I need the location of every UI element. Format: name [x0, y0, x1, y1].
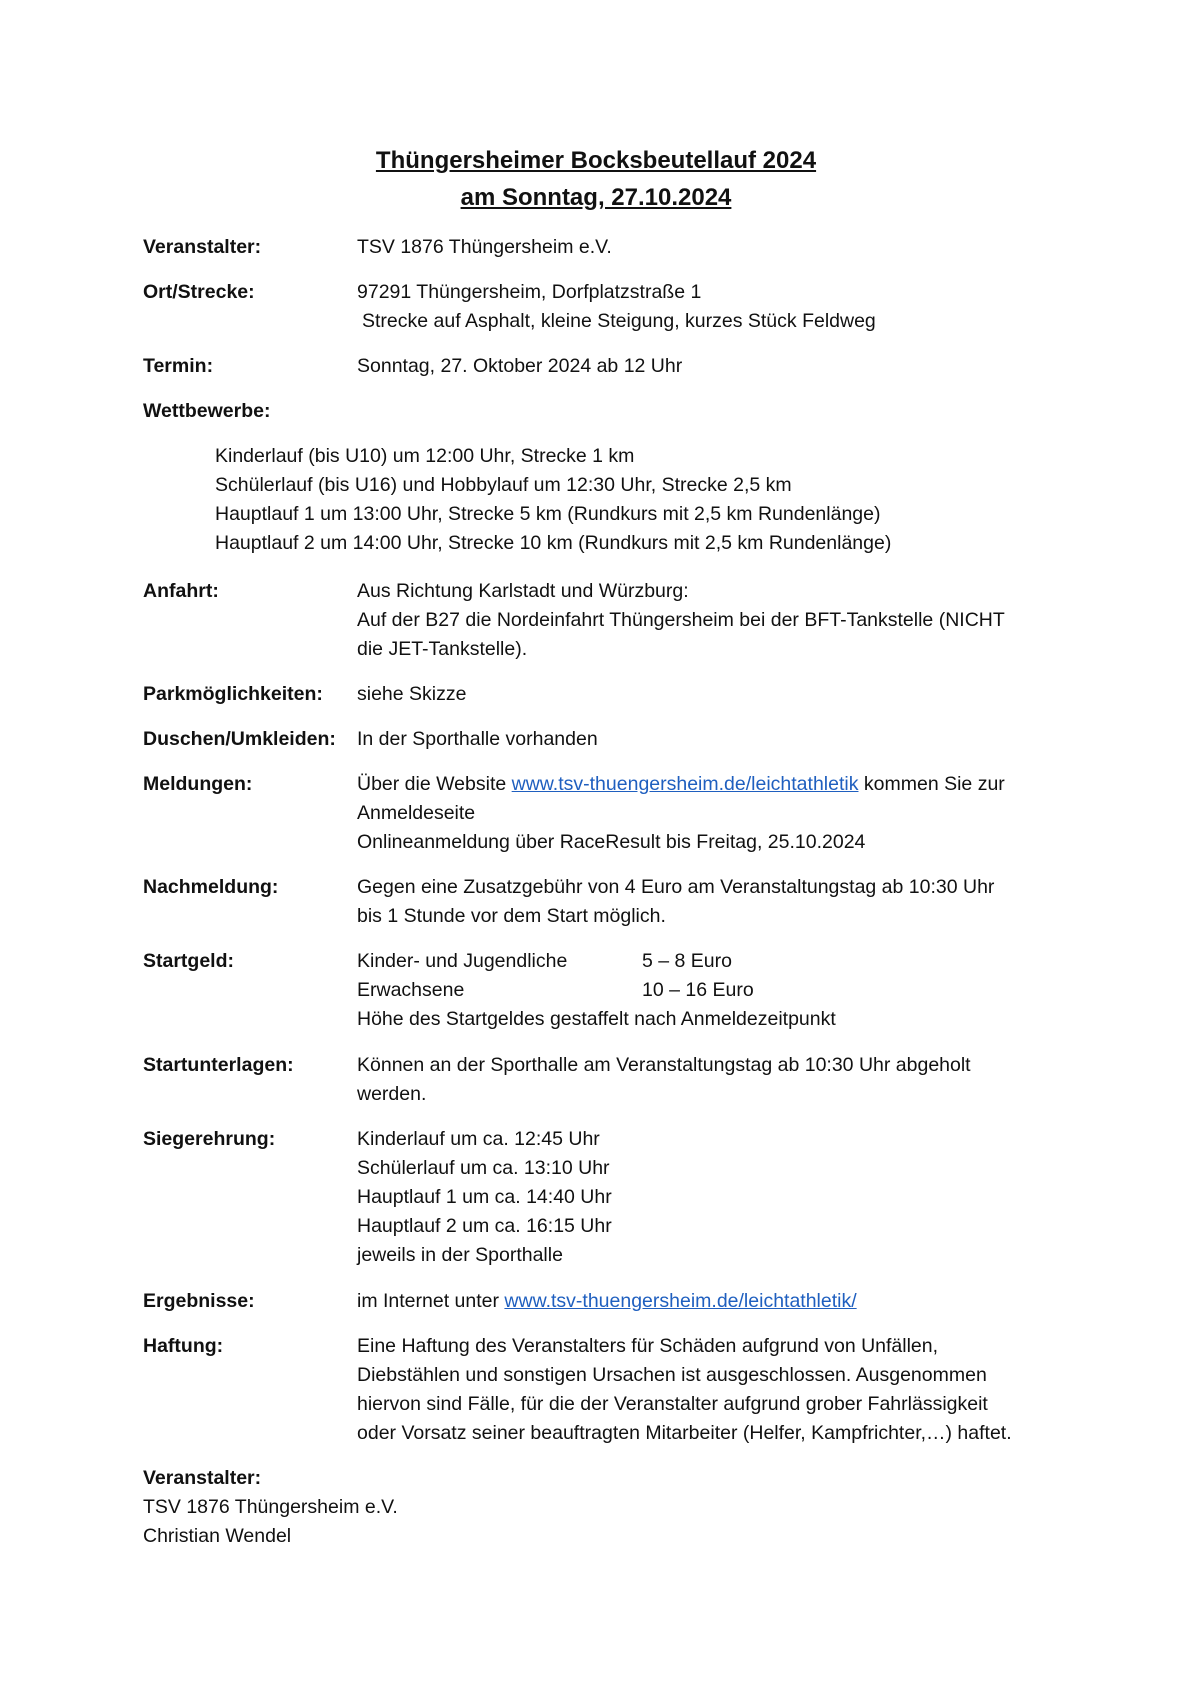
haftung-line: oder Vorsatz seiner beauftragten Mitarbeiter (Helfer, Kampfrichter,…) haftet.	[357, 1422, 1012, 1444]
startgeld-row	[357, 976, 836, 1005]
label-ort-strecke: Ort/Strecke:	[143, 281, 255, 303]
siegerehrung-item: jeweils in der Sporthalle	[357, 1244, 563, 1266]
footer-organizer	[143, 1464, 1063, 1551]
wettbewerb-item: Schülerlauf (bis U16) und Hobbylauf um 12:30 Uhr, Strecke 2,5 km	[215, 474, 792, 496]
meldungen-text: Über die Website	[357, 773, 512, 795]
haftung-line: hiervon sind Fälle, für die der Veranstalter aufgrund grober Fahrlässigkeit	[357, 1393, 988, 1415]
label-haftung: Haftung:	[143, 1335, 224, 1357]
footer-contact-name: Christian Wendel	[143, 1525, 292, 1547]
website-link[interactable]: www.tsv-thuengersheim.de/leichtathletik	[511, 773, 859, 795]
startgeld-note: Höhe des Startgeldes gestaffelt nach Anmeldezeitpunkt	[357, 1008, 836, 1030]
meldungen-text: kommen Sie zur	[858, 773, 1005, 795]
ergebnisse-text: im Internet unter	[357, 1290, 505, 1312]
label-nachmeldung: Nachmeldung:	[143, 876, 279, 898]
value-duschen: In der Sporthalle vorhanden	[357, 728, 598, 750]
footer-org: TSV 1876 Thüngersheim e.V.	[143, 1496, 398, 1518]
siegerehrung-item: Hauptlauf 1 um ca. 14:40 Uhr	[357, 1186, 612, 1208]
label-duschen: Duschen/Umkleiden:	[143, 728, 336, 750]
results-link[interactable]: www.tsv-thuengersheim.de/leichtathletik/	[504, 1290, 857, 1312]
haftung-line: Diebstählen und sonstigen Ursachen ist ausgeschlossen. Ausgenommen	[357, 1364, 987, 1386]
label-veranstalter: Veranstalter:	[143, 236, 262, 258]
wettbewerbe-list	[215, 442, 1075, 558]
value-ort-strecke: Strecke auf Asphalt, kleine Steigung, kurzes Stück Feldweg	[362, 310, 876, 332]
siegerehrung-item: Kinderlauf um ca. 12:45 Uhr	[357, 1128, 600, 1150]
value-anfahrt-line: die JET-Tankstelle).	[357, 638, 528, 660]
value-parken: siehe Skizze	[357, 683, 467, 705]
label-ergebnisse: Ergebnisse:	[143, 1290, 255, 1312]
siegerehrung-item: Hauptlauf 2 um ca. 16:15 Uhr	[357, 1215, 612, 1237]
page-title: Thüngersheimer Bocksbeutellauf 2024	[375, 147, 817, 174]
value-termin: Sonntag, 27. Oktober 2024 ab 12 Uhr	[357, 355, 683, 377]
label-parken: Parkmöglichkeiten:	[143, 683, 323, 705]
startunterlagen-line: Können an der Sporthalle am Veranstaltungstag ab 10:30 Uhr abgeholt	[357, 1054, 971, 1076]
label-startunterlagen: Startunterlagen:	[143, 1054, 294, 1076]
label-termin: Termin:	[143, 355, 214, 377]
meldungen-line: Anmeldeseite	[357, 802, 476, 824]
startgeld-price: 5 – 8 Euro	[642, 950, 732, 972]
startgeld-group: Kinder- und Jugendliche	[357, 950, 568, 972]
startgeld-group: Erwachsene	[357, 979, 465, 1001]
label-meldungen: Meldungen:	[143, 773, 253, 795]
wettbewerb-item: Kinderlauf (bis U10) um 12:00 Uhr, Strecke 1 km	[215, 445, 635, 467]
nachmeldung-line: Gegen eine Zusatzgebühr von 4 Euro am Veranstaltungstag ab 10:30 Uhr	[357, 876, 995, 898]
value-ort-address: 97291 Thüngersheim, Dorfplatzstraße 1	[357, 281, 702, 303]
label-startgeld: Startgeld:	[143, 950, 235, 972]
value-veranstalter: TSV 1876 Thüngersheim e.V.	[357, 236, 612, 258]
value-anfahrt-line: Auf der B27 die Nordeinfahrt Thüngersheim bei der BFT-Tankstelle (NICHT	[357, 609, 1005, 631]
siegerehrung-item: Schülerlauf um ca. 13:10 Uhr	[357, 1157, 610, 1179]
startunterlagen-line: werden.	[357, 1083, 427, 1105]
wettbewerb-item: Hauptlauf 1 um 13:00 Uhr, Strecke 5 km (Rundkurs mit 2,5 km Rundenlänge)	[215, 503, 881, 525]
haftung-line: Eine Haftung des Veranstalters für Schäden aufgrund von Unfällen,	[357, 1335, 939, 1357]
meldungen-line: Onlineanmeldung über RaceResult bis Freitag, 25.10.2024	[357, 831, 866, 853]
page-subtitle-date: am Sonntag, 27.10.2024	[460, 184, 732, 211]
nachmeldung-line: bis 1 Stunde vor dem Start möglich.	[357, 905, 666, 927]
label-siegerehrung: Siegerehrung:	[143, 1128, 276, 1150]
wettbewerb-item: Hauptlauf 2 um 14:00 Uhr, Strecke 10 km (Rundkurs mit 2,5 km Rundenlänge)	[215, 532, 892, 554]
label-anfahrt: Anfahrt:	[143, 580, 219, 602]
footer-label: Veranstalter:	[143, 1467, 262, 1489]
startgeld-row	[357, 947, 836, 976]
label-wettbewerbe: Wettbewerbe:	[143, 400, 271, 422]
startgeld-price: 10 – 16 Euro	[642, 979, 754, 1001]
value-anfahrt-line: Aus Richtung Karlstadt und Würzburg:	[357, 580, 689, 602]
